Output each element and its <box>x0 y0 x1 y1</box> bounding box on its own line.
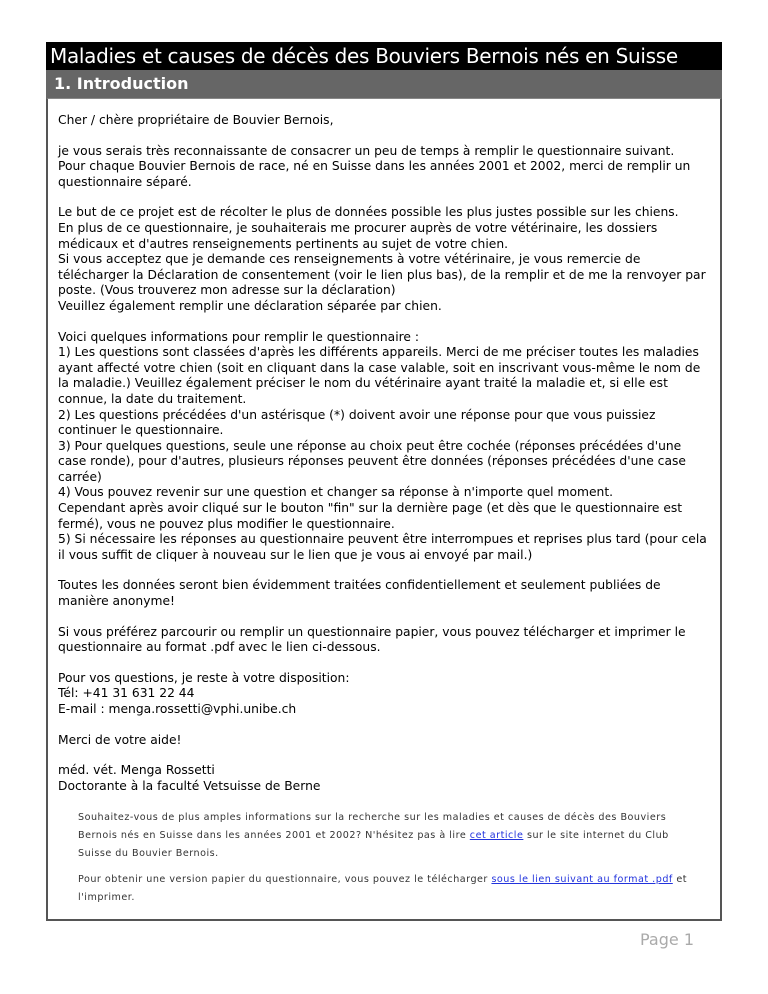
paragraph-contact: Pour vos questions, je reste à votre disposition: Tél: +41 31 631 22 44 E-mail : menga.rossetti@vphi.unibe.ch <box>58 670 350 716</box>
content-box <box>46 98 722 921</box>
notes <box>78 809 706 907</box>
greeting: Cher / chère propriétaire de Bouvier Bernois, <box>58 113 334 127</box>
paragraph-paper: Si vous préférez parcourir ou remplir un questionnaire papier, vous pouvez télécharger et imprimer le questionnaire au format .pdf avec le lien ci-dessous. <box>58 624 686 655</box>
pdf-link[interactable]: sous le lien suivant au format .pdf <box>491 874 673 886</box>
section-heading: 1. Introduction <box>46 70 722 98</box>
note-text: sur le site internet du Club Suisse du Bouvier Bernois. <box>78 830 669 860</box>
paragraph-goal: Le but de ce projet est de récolter le plus de données possible les plus justes possible sur les chiens. En plus de ce questionnaire, je souhaiterais me procurer auprès de votre vétérinaire, les dossiers médicaux et d'autres renseignements pertinents au sujet de votre chien. Si vous acceptez que je demande ces renseignements à votre vétérinaire, je vous remercie de télécharger la Déclaration de consentement (voir le lien plus bas), de la remplir et de me la renvoyer par poste. (Vous trouverez mon adresse sur la déclaration) Veuillez également remplir une déclaration séparée par chien. <box>58 205 706 313</box>
note-pdf <box>78 871 706 907</box>
note-text: et l'imprimer. <box>78 874 687 904</box>
paragraph-intro: je vous serais très reconnaissante de consacrer un peu de temps à remplir le questionnaire suivant. Pour chaque Bouvier Bernois de race, né en Suisse dans les années 2001 et 2002, merci de remplir un questionnaire séparé. <box>58 143 691 189</box>
note-article <box>78 809 706 863</box>
signature: méd. vét. Menga Rossetti Doctorante à la faculté Vetsuisse de Berne <box>58 763 321 793</box>
page-title: Maladies et causes de décès des Bouviers Bernois nés en Suisse <box>46 42 722 70</box>
paragraph-confidentiality: Toutes les données seront bien évidemment traitées confidentiellement et seulement publiées de manière anonyme! <box>58 578 661 609</box>
note-text: Pour obtenir une version papier du questionnaire, vous pouvez le télécharger <box>78 874 492 886</box>
paragraph-instructions: Voici quelques informations pour remplir le questionnaire : 1) Les questions sont classées d'après les différents appareils. Merci de me préciser toutes les maladies ayant affecté votre chien (soit en cliquant dans la case valable, soit en inscrivant vous-même le nom de la maladie.) Veuillez également préciser le nom du vétérinaire ayant traité la maladie et, si elle est connue, la date du traitement. 2) Les questions précédées d'un astérisque (*) doivent avoir une réponse pour que vous puissiez continuer le questionnaire. 3) Pour quelques questions, seule une réponse au choix peut être cochée (réponses précédées d'une case ronde), pour d'autres, plusieurs réponses peuvent être données (réponses précédées d'une case carrée) 4) Vous pouvez revenir sur une question et changer sa réponse à n'importe quel moment. Cependant après avoir cliqué sur le bouton "fin" sur la dernière page (et dès que le questionnaire est fermé), vous ne pouvez plus modifier le questionnaire. 5) Si nécessaire les réponses au questionnaire peuvent être interrompues et reprises plus tard (pour cela il vous suffit de cliquer à nouveau sur le lien que je vous ai envoyé par mail.) <box>58 329 707 562</box>
note-text: Souhaitez-vous de plus amples informations sur la recherche sur les maladies et causes de décès des Bouviers Bernois nés en Suisse dans les années 2001 et 2002? N'hésitez pas à lire <box>78 812 667 842</box>
article-link[interactable]: cet article <box>469 830 524 842</box>
paragraph-thanks: Merci de votre aide! <box>58 732 182 747</box>
page-number: Page 1 <box>640 930 694 949</box>
